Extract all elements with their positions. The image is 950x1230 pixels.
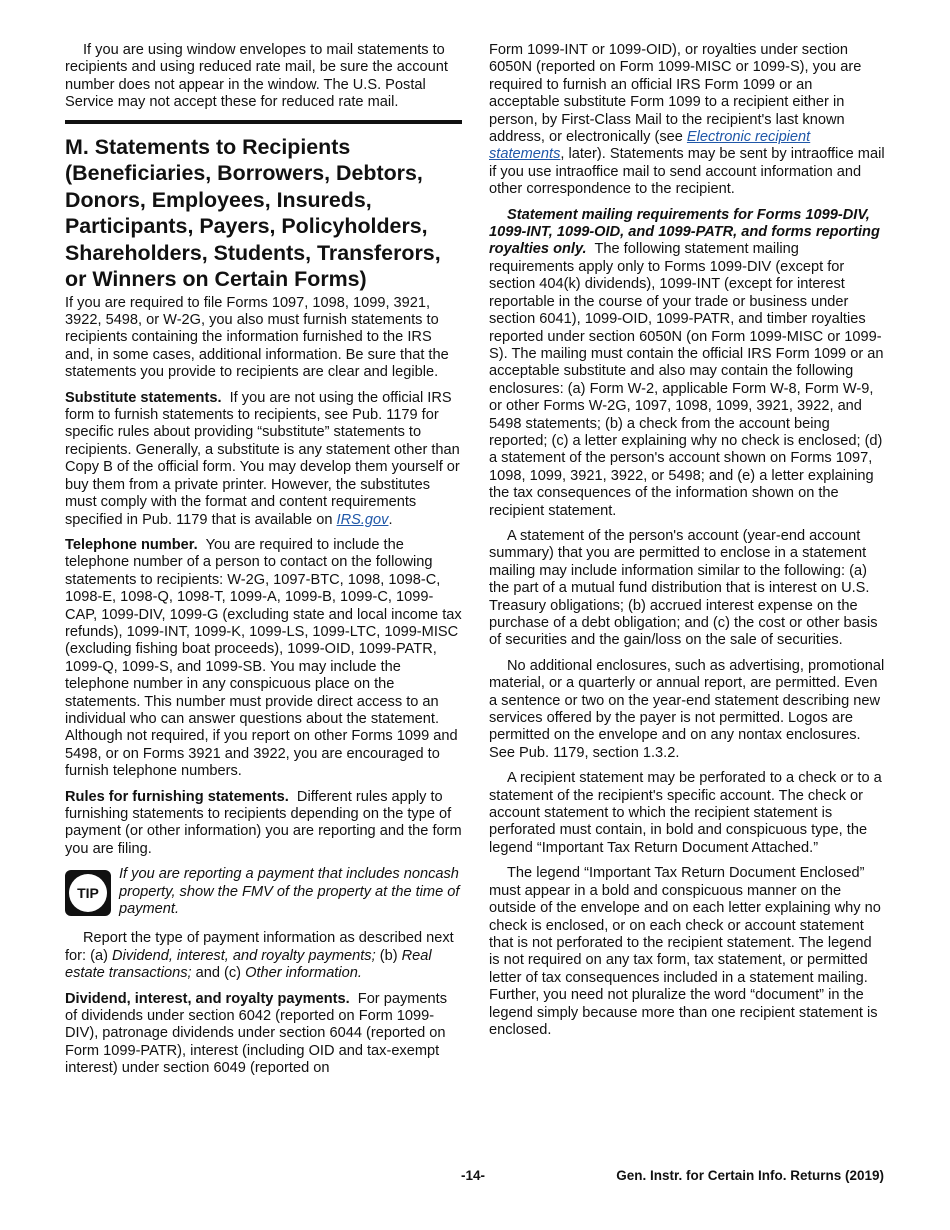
report-type-real-estate: Real estate transactions; [65, 947, 432, 982]
substitute-statements-text: If you are not using the official IRS form to furnish statements to recipients, see Pub. 1179 for specific rules about providing “substitute” statements to recipients. Generally, a substitute is any statement other than Copy B of the official form. You may develop them yourself or buy them from a private printer. However, the substitutes must comply with the format and content requirements specified in Pub. 1179 that is available on [65, 389, 460, 528]
paragraph-window-envelopes: If you are using window envelopes to mail statements to recipients and using reduced rate mail, be sure the account number does not appear in the window. The U.S. Postal Service may not accept these for reduced rate mail. [65, 42, 448, 111]
electronic-recipient-statements-link[interactable]: Electronic recipient statements [489, 129, 811, 163]
tip-box [65, 866, 462, 918]
paragraph-substitute-statements [65, 390, 462, 529]
telephone-number-text: You are required to include the telephone number of a person to contact on the following statements to recipients: W-2G, 1097-BTC, 1098, 1098-C, 1098-E, 1098-Q, 1098-T, 1099-A, 1099-B, 1099-C, 1099-CAP, 1099-DIV, 1099-G (excluding state and local income tax refunds), 1099-INT, 1099-K, 1099-LS, 1099-LTC, 1099-MISC (excluding fishing boat proceeds), 1099-OID, 1099-PATR, 1099-Q, 1099-S, and 1099-SB. You may include the telephone number in any conspicuous place on the statements. This number must provide direct access to an individual who can answer questions about the statement. Although not required, if you report on other Forms 1099 and 5498, or on Forms 3921 and 3922, you are encouraged to furnish telephone numbers. [65, 536, 462, 780]
report-type-dividend: Dividend, interest, and royalty payments; [112, 947, 376, 964]
report-type-text-2: (b) [375, 947, 402, 964]
rules-furnishing-label: Rules for furnishing statements. [65, 788, 289, 805]
rules-furnishing-text: Different rules apply to furnishing statements to recipients depending on the type of payment (or other information) you are reporting and the form you are filing. [65, 788, 462, 857]
paragraph-mailing-requirements [489, 207, 886, 520]
dividend-payments-label: Dividend, interest, and royalty payments. [65, 990, 350, 1007]
substitute-statements-label: Substitute statements. [65, 389, 222, 406]
paragraph-telephone-number [65, 537, 462, 781]
continued-text: Form 1099-INT or 1099-OID), or royalties under section 6050N (reported on Form 1099-MISC or 1099-S), you are required to furnish an official IRS Form 1099 or an acceptable substitute Form 1099 to a recipient either in person, by First-Class Mail to the recipient's last known address, or electronically (see [489, 42, 862, 146]
tip-text: If you are reporting a payment that includes noncash property, show the FMV of the property at the time of payment. [119, 866, 460, 918]
tip-icon-label: TIP [69, 874, 107, 912]
section-divider [65, 120, 462, 124]
irs-gov-link[interactable]: IRS.gov [336, 511, 389, 528]
paragraph-rules-furnishing [65, 789, 462, 859]
left-column [65, 42, 462, 1086]
paragraph-dividend-payments [65, 991, 462, 1078]
paragraph-account-statement: A statement of the person's account (year-end account summary) that you are permitted to enclose in a statement mailing may include information similar to the following: (a) the part of a mutual fund distribution that is interest on U.S. Treasury obligations; (b) accrued interest expense on the purchase of a debt obligation; and (c) the cost or other basis of securities and the gain/loss on the sale of securities. [489, 527, 878, 649]
mailing-requirements-text: The following statement mailing requirements apply only to Forms 1099-DIV (except for section 404(k) dividends), 1099-INT (except for interest reportable in the course of your trade or business under section 6041), 1099-OID, 1099-PATR, and timber royalties reported under section 6050N (on Form 1099-MISC or 1099-S). The mailing must contain the official IRS Form 1099 or an acceptable substitute and also may contain the following enclosures: (a) Form W-2, applicable Form W-8, Form W-9, or other Forms W-2G, 1097, 1098, 1099, 3921, 3922, and 5498 statements; (b) a check from the account being reported; (c) a letter explaining why no check is enclosed; (d) a statement of the person's account shown on Forms 1097, 1098, 1099, 3921, 3922, or 5498; and (e) a letter explaining the tax consequences of the information shown on the recipient statement. [489, 241, 884, 519]
paragraph-report-type [65, 930, 462, 982]
paragraph-perforated: A recipient statement may be perforated to a check or to a statement of the recipient's specific account. The check or account statement to which the recipient statement is perforated must contain, in bold and conspicuous type, the legend “Important Tax Return Document Attached.” [489, 770, 882, 856]
telephone-number-label: Telephone number. [65, 536, 198, 553]
paragraph-intro: If you are required to file Forms 1097, 1098, 1099, 3921, 3922, 5498, or W-2G, you also must furnish statements to recipients containing the information furnished to the IRS and, in some cases, additional information. Be sure that the statements you provide to recipients are clear and legible. [65, 294, 449, 381]
section-heading: M. Statements to Recipients (Beneficiaries, Borrowers, Debtors, Donors, Employees, Insureds, Participants, Payers, Policyholders, Shareholders, Students, Transferors, or Winners on Certain Forms) [65, 134, 441, 292]
substitute-statements-end: . [388, 511, 393, 528]
report-type-text-1: Report the type of payment information as described next for: (a) [65, 930, 454, 964]
continued-end: , later). Statements may be sent by intraoffice mail if you use intraoffice mail to send account information and other correspondence to the recipient. [489, 146, 885, 198]
footer-title: Gen. Instr. for Certain Info. Returns (2019) [616, 1168, 884, 1183]
right-column [489, 42, 886, 1047]
page-number: -14- [461, 1168, 486, 1183]
tip-icon [65, 870, 111, 916]
paragraph-legend: The legend “Important Tax Return Document Enclosed” must appear in a bold and conspicuous manner on the outside of the envelope and on each letter explaining why no check is enclosed, or on each check or account statement that is not perforated to the recipient statement. The legend is not required on any tax form, tax statement, or permitted letter of tax consequences included in a statement mailing. Further, you need not pluralize the word “document” in the legend simply because more than one recipient statement is enclosed. [489, 865, 881, 1038]
paragraph-no-enclosures: No additional enclosures, such as advertising, promotional material, or a quarterly or annual report, are permitted. Even a sentence or two on the year-end statement describing new services offered by the payer is not permitted. Logos are permitted on the envelope and on any nontax enclosures. See Pub. 1179, section 1.3.2. [489, 657, 885, 761]
report-type-text-3: and (c) [191, 965, 246, 982]
dividend-payments-text: For payments of dividends under section 6042 (reported on Form 1099-DIV), patronage dividends under section 6044 (reported on Form 1099-PATR), interest (including OID and tax-exempt interest) under section 6049 (reported on [65, 990, 447, 1077]
mailing-requirements-label: Statement mailing requirements for Forms 1099-DIV, 1099-INT, 1099-OID, and 1099-PATR, and forms reporting royalties only. [489, 206, 880, 258]
report-type-other: Other information. [245, 965, 362, 982]
paragraph-continued [489, 42, 886, 199]
